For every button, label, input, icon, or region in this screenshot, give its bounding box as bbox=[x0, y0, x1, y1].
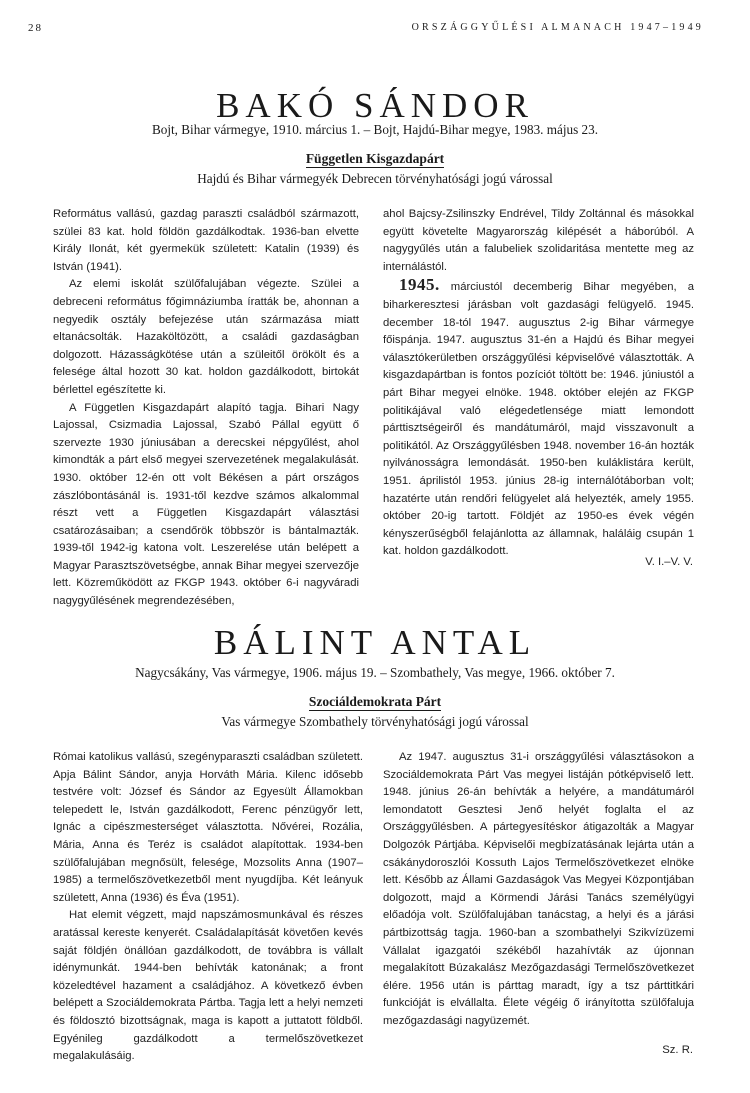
bio-paragraph: ahol Bajcsy-Zsilinszky Endrével, Tildy Zoltánnal és másokkal együtt követelte Magyarország kilépését a háborúból. A nagygyűlés után a falubeliek szolidaritása mentette meg az internálástól. bbox=[383, 208, 694, 273]
author-signature: V. I.–V. V. bbox=[645, 556, 693, 568]
book-title: ORSZÁGGYŰLÉSI ALMANACH 1947–1949 bbox=[411, 22, 704, 33]
bio-paragraph: Az 1947. augusztus 31-i országgyűlési választásokon a Szociáldemokrata Párt Vas megyei listáján pótképviselő lett. 1948. június 26-án behívták a helyére, a mandátumáról lemondatott Gesztesi Jenő helyét foglalta el az Országgyűlésben. A pártegyesítéskor átigazolták a Magyar Dolgozók Pártjába. Képviselői megbízatásának lejárta után a csákánydoroszlói Kossuth Lajos Termelőszövetkezet elnöke lett. Később az Állami Gazdaságok Vas Megyei Központjában dolgozott, majd a Körmendi Járási Tanács személyügyi előadója volt. Szülőfalujában tanácstag, a helyi és a járási pártbizottság tagja. 1960-ban a szombathelyi Szikvízüzemi Vállalat igazgatói székéből hazahívták az újonnan megalakított Búzakalász Mezőgazdasági Termelőszövetkezet élére. 1956 után is párttag maradt, így a tsz párttitkári funkcióját is elvállalta. Élete végéig ő irányította szülőfaluja mezőgazdasági nagyüzemét. bbox=[383, 751, 694, 1027]
party-name: Szociáldemokrata Párt bbox=[308, 694, 442, 709]
biography-right-column bbox=[383, 206, 694, 561]
biography-right-column bbox=[383, 749, 694, 1031]
biography-left-column bbox=[53, 749, 363, 1066]
biography-left-column bbox=[53, 206, 359, 611]
entry-life-dates: Bojt, Bihar vármegye, 1910. március 1. – Bojt, Hajdú-Bihar megye, 1983. május 23. bbox=[151, 122, 599, 137]
party-name: Független Kisgazdapárt bbox=[305, 151, 445, 166]
author-signature: Sz. R. bbox=[662, 1044, 693, 1056]
bio-paragraph: Az elemi iskolát szülőfalujában végezte. Szülei a debreceni református főgimnáziumba íratták be, ahonnan a negyedik osztály befejezése után származása miatt eltanácsolták. Hazaköltözött, a családi gazdaságban dolgozott. Házasságkötése után a szüleitől örökölt és a felesége által hozott 30 kat. holdon gazdálkodott, birtokát bérlettel egészítette ki. bbox=[53, 278, 359, 396]
bio-paragraph bbox=[383, 276, 694, 561]
bio-paragraph: Hat elemit végzett, majd napszámosmunkával és részes aratással kereste kenyerét. Családalapítását követően kevés saját földjén önállóan gazdálkodott, de továbbra is vállalt idénymunkát. 1944-ben behívták katonának; a front közeledtével hazament a családjához. A következő évben belépett a Szociáldemokrata Pártba. Tagja lett a helyi nemzeti és földosztó bizottságnak, maga is kapott a juttatott földből. Egyénileg gazdálkodott a termelőszövetkezet megalakulásáig. bbox=[53, 909, 363, 1063]
entry-name: BÁLINT ANTAL bbox=[213, 623, 537, 662]
entry-life-dates: Nagycsákány, Vas vármegye, 1906. május 19. – Szombathely, Vas megye, 1966. október 7. bbox=[135, 665, 615, 680]
page-number: 28 bbox=[28, 22, 43, 34]
running-head bbox=[28, 22, 704, 38]
entry-name: BAKÓ SÁNDOR bbox=[216, 86, 534, 125]
entry-district: Hajdú és Bihar vármegyék Debrecen törvényhatósági jogú várossal bbox=[197, 171, 553, 186]
highlight-year: 1945. bbox=[399, 275, 440, 295]
entry-party bbox=[0, 151, 750, 167]
bio-paragraph: A Független Kisgazdapárt alapító tagja. Bihari Nagy Lajossal, Csizmadia Lajossal, Szabó Pállal együtt ő szervezte 1930 júniusában a derecskei népgyűlést, ahol kimondták a párt első megyei szervezetének megalakulását. 1930. október 12-én ott volt Békésen a párt országos zászlóbontásánál is. 1931-től kezdve számos alkalommal részt vett a Független Kisgazdapárt választási csatározásaiban; a csendőrök többször is bántalmazták. 1939-től 1942-ig katona volt. Leszerelése után belépett a Magyar Parasztszövetségbe, annak Bihar megyei szervezője lett. Közreműködött az FKGP 1943. október 6-i nagyváradi nagygyűlésének megrendezésében, bbox=[53, 401, 359, 608]
entry-district: Vas vármegye Szombathely törvényhatósági jogú várossal bbox=[221, 714, 529, 729]
bio-text: márciustól decemberig Bihar megyében, a biharkeresztesi járásban volt gazdasági felügyelő. 1945. december 18-tól 1947. augusztus 2-ig Bihar vármegye főispánja. 1947. augusztus 31-én a Hajdú és Bihar megyei választókerületben országgyűlési képviselővé választották. A kisgazdapártban is fontos pozíciót töltött be: 1946. júniustól a párt Bihar megyei elnöke. 1948. október elején az FKGP politikájával való elégedetlensége miatt lemondott párttisztségeiről és mandátumáról, majd visszavonult a politikától. Az Országgyűlésben 1948. november 16-án hozták nyilvánosságra lemondását. 1950-ben kuláklistára került, 1951. áprilistól 1953. június 28-ig internálótáborban volt; hazatérte után rendőri felügyelet alá helyezték, amely 1955. október 20-ig tartott. Földjét az 1950-es évek végén kényszerűségből felajánlotta az államnak, haláláig csupán 1 kat. holdon gazdálkodott. bbox=[383, 281, 694, 558]
entry-party bbox=[0, 694, 750, 710]
bio-paragraph: Római katolikus vallású, szegényparaszti családban született. Apja Bálint Sándor, anyja Horváth Mária. Kilenc idősebb testvére volt: József és Sándor az Egyesült Államokban telepedett le, István gazdálkodott, Ferenc pénzügyőr lett, Ignác a cipészmesterséget választotta. Nővérei, Rozália, Mária, Anna és Teréz is családot alapítottak. 1934-ben szülőfalujában megnősült, felesége, Mozsolits Anna (1907–1985) a termelőszövetkezetből ment nyugdíjba. Két leányuk született, Anna (1936) és Éva (1951). bbox=[53, 751, 363, 904]
bio-paragraph: Református vallású, gazdag paraszti családból származott, szülei 83 kat. hold földön gazdálkodtak. 1936-ban elvette Király Ilonát, két gyermekük született: Katalin (1939) és István (1941). bbox=[53, 208, 359, 273]
